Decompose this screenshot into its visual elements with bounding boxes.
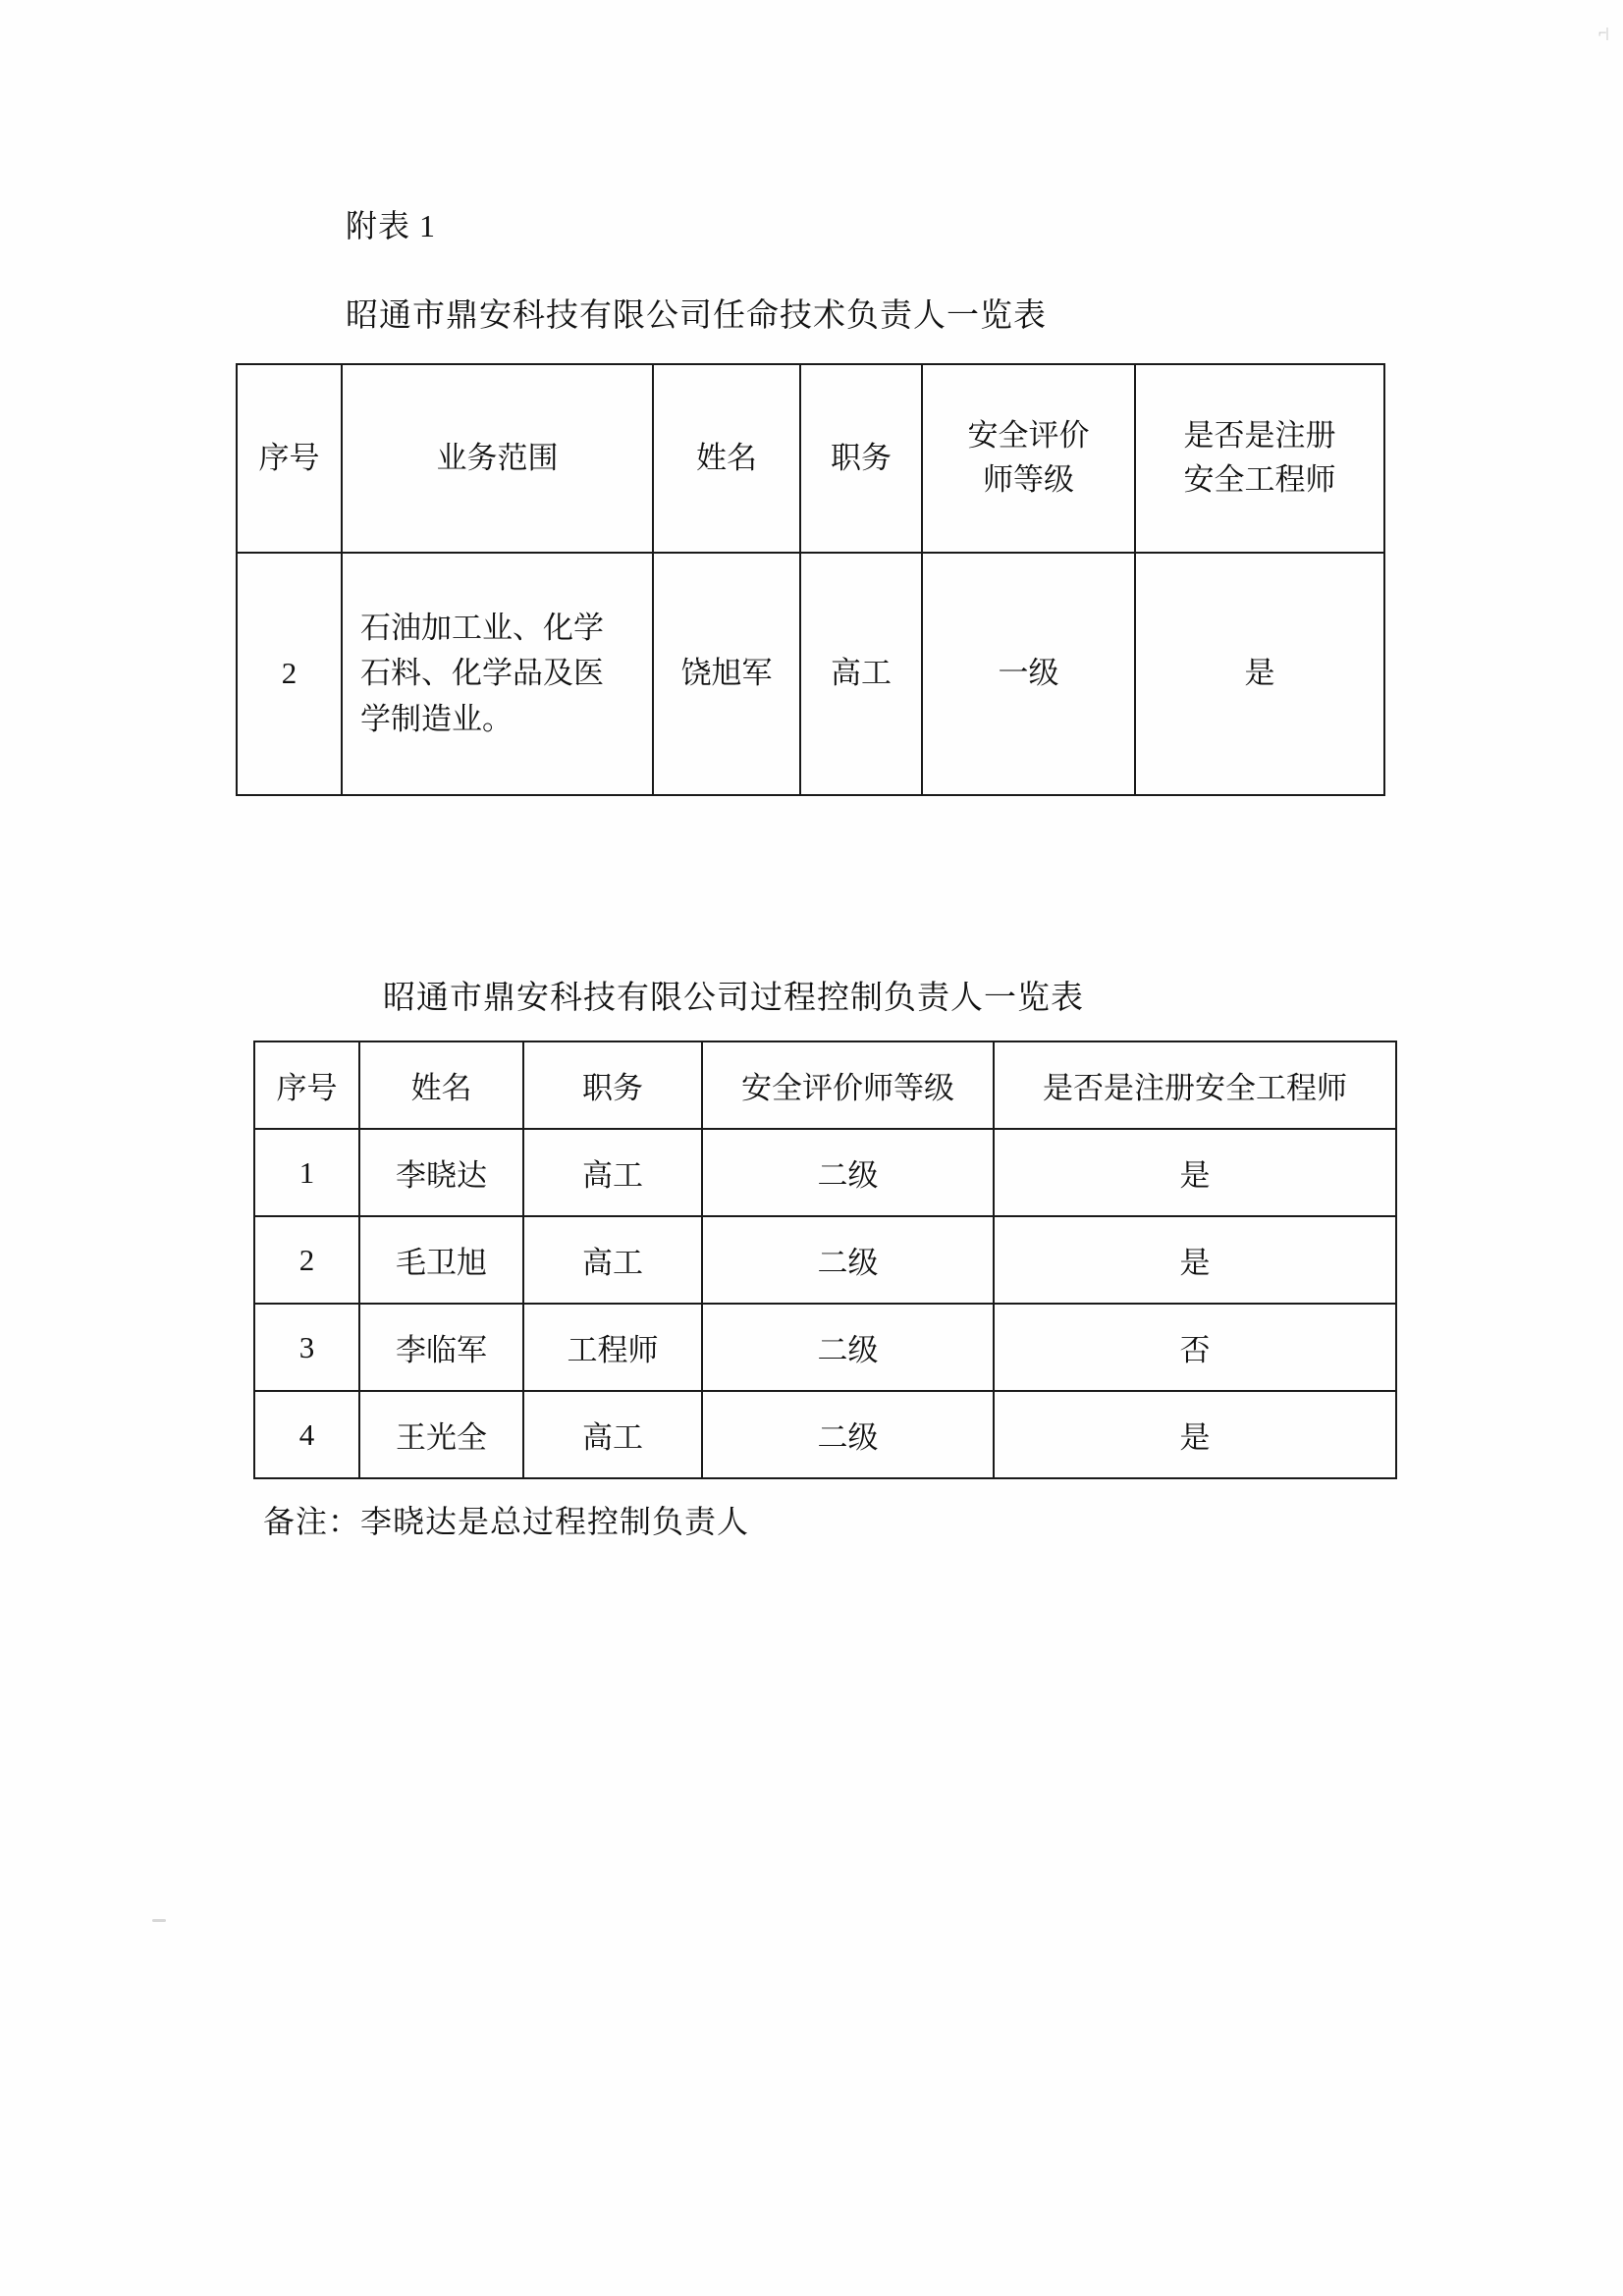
th-name: 姓名 [359,1041,523,1129]
cell-name: 李晓达 [359,1129,523,1216]
table-header-row [237,364,1384,553]
th-post: 职务 [523,1041,702,1129]
cell-evaluator-level: 一级 [922,553,1135,795]
th-seq: 序号 [254,1041,359,1129]
process-control-table [253,1041,1397,1479]
table-header-row [254,1041,1396,1129]
scan-artifact-left [152,1919,166,1922]
table-row [254,1304,1396,1391]
cell-post: 工程师 [523,1304,702,1391]
cell-business-scope-line3: 学制造业。 [360,701,513,736]
cell-business-scope-line2: 石料、化学品及医 [360,656,604,691]
th-name: 姓名 [653,364,800,553]
scan-artifact-top: ⌐| [1598,26,1608,41]
cell-seq: 1 [254,1129,359,1216]
cell-seq: 3 [254,1304,359,1391]
th-registered-engineer: 是否是注册安全工程师 [994,1041,1396,1129]
th-registered-engineer [1135,364,1384,553]
th-evaluator-level: 安全评价师等级 [702,1041,994,1129]
th-business-scope: 业务范围 [342,364,653,553]
th-evaluator-level-line1: 安全评价 [967,418,1090,454]
cell-name: 毛卫旭 [359,1216,523,1304]
table2-title: 昭通市鼎安科技有限公司过程控制负责人一览表 [383,981,1084,1016]
table2-note: 备注：李晓达是总过程控制负责人 [263,1504,750,1539]
cell-evaluator-level: 二级 [702,1304,994,1391]
cell-post: 高工 [523,1391,702,1478]
cell-registered-engineer: 是 [1135,553,1384,795]
cell-name: 王光全 [359,1391,523,1478]
cell-name: 李临军 [359,1304,523,1391]
th-registered-engineer-line2: 安全工程师 [1183,462,1336,497]
technical-lead-table [236,363,1385,796]
cell-post: 高工 [523,1216,702,1304]
cell-registered-engineer: 是 [994,1391,1396,1478]
table-row [254,1391,1396,1478]
cell-registered-engineer: 是 [994,1216,1396,1304]
cell-post: 高工 [800,553,922,795]
table1-wrapper [236,363,1372,796]
cell-evaluator-level: 二级 [702,1129,994,1216]
attachment-label: 附表 1 [346,208,437,243]
cell-seq: 2 [237,553,342,795]
table-row [237,553,1384,795]
cell-post: 高工 [523,1129,702,1216]
table1-title: 昭通市鼎安科技有限公司任命技术负责人一览表 [346,298,1047,334]
th-registered-engineer-line1: 是否是注册 [1183,418,1336,454]
cell-evaluator-level: 二级 [702,1391,994,1478]
cell-evaluator-level: 二级 [702,1216,994,1304]
th-evaluator-level-line2: 师等级 [983,462,1074,497]
th-seq: 序号 [237,364,342,553]
cell-seq: 2 [254,1216,359,1304]
table2-wrapper [253,1041,1385,1479]
cell-business-scope [342,553,653,795]
th-evaluator-level [922,364,1135,553]
cell-business-scope-line1: 石油加工业、化学 [360,610,604,645]
table-row [254,1129,1396,1216]
cell-registered-engineer: 否 [994,1304,1396,1391]
cell-seq: 4 [254,1391,359,1478]
cell-registered-engineer: 是 [994,1129,1396,1216]
table-row [254,1216,1396,1304]
cell-name: 饶旭军 [653,553,800,795]
th-post: 职务 [800,364,922,553]
